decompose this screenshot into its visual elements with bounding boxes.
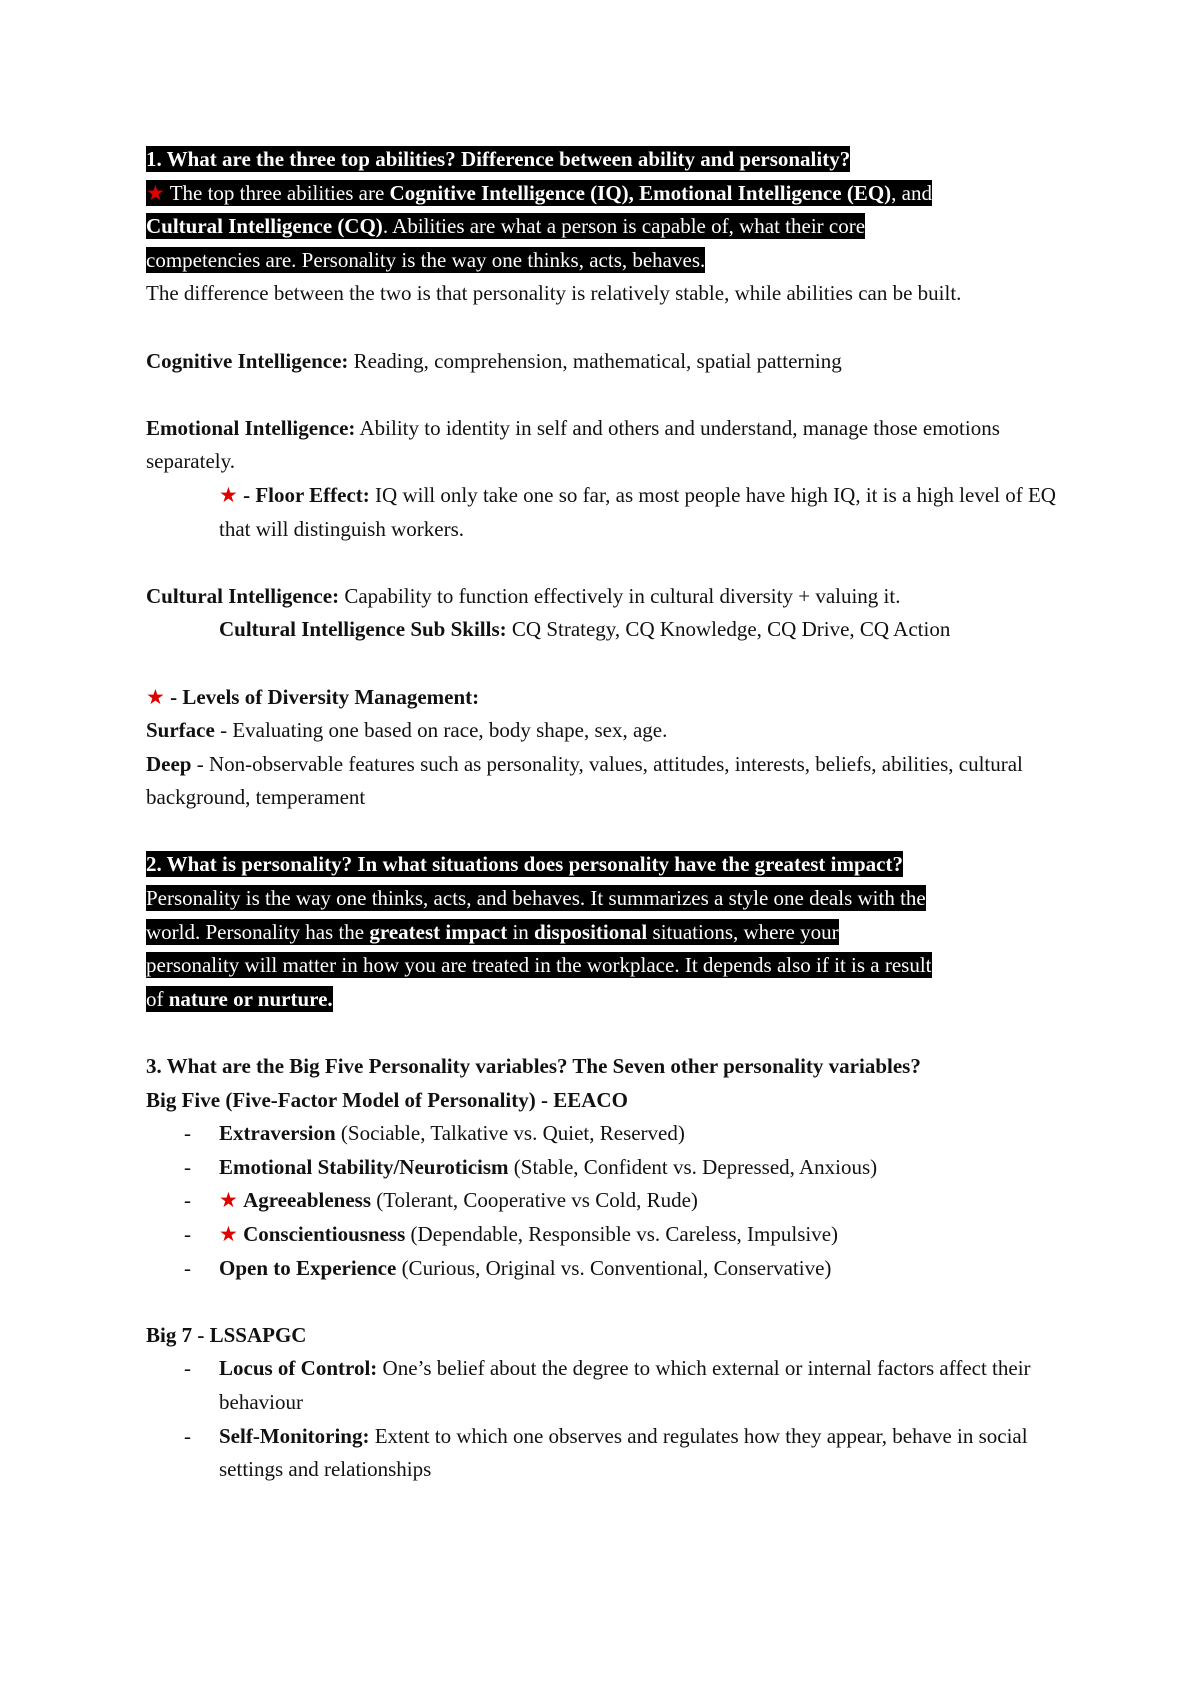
cognitive-intelligence-definition: Cognitive Intelligence: Reading, comprehension, mathematical, spatial patterning bbox=[146, 348, 842, 373]
q2-answer-line2: world. Personality has the greatest impact in dispositional situations, where your bbox=[146, 919, 839, 944]
list-item: - ★ Agreeableness (Tolerant, Cooperative vs Cold, Rude) bbox=[184, 1188, 698, 1213]
floor-effect-note: ★ - Floor Effect: IQ will only take one so far, as most people have high IQ, it is a high level of EQ that will distinguish workers. bbox=[219, 482, 1056, 541]
q2-heading: 2. What is personality? In what situations does personality have the greatest impact? bbox=[146, 852, 903, 877]
q1-answer-line1: ★ The top three abilities are Cognitive Intelligence (IQ), Emotional Intelligence (EQ), and bbox=[146, 180, 932, 205]
list-item: - Extraversion (Sociable, Talkative vs. Quiet, Reserved) bbox=[184, 1121, 685, 1146]
cultural-intelligence-sub-skills: Cultural Intelligence Sub Skills: CQ Strategy, CQ Knowledge, CQ Drive, CQ Action bbox=[219, 617, 951, 642]
star-icon: ★ bbox=[146, 684, 165, 709]
list-item: - ★ Conscientiousness (Dependable, Responsible vs. Careless, Impulsive) bbox=[184, 1222, 839, 1246]
q2-answer-line3: personality will matter in how you are treated in the workplace. It depends also if it is a result bbox=[146, 953, 932, 978]
q1-answer-line3: competencies are. Personality is the way one thinks, acts, behaves. bbox=[146, 247, 706, 272]
star-icon: ★ bbox=[219, 482, 238, 507]
list-item: - Self-Monitoring: Extent to which one observes and regulates how they appear, behave in social settings and relationships bbox=[184, 1423, 1028, 1482]
cultural-intelligence-definition: Cultural Intelligence: Capability to function effectively in cultural diversity + valuing it. bbox=[146, 583, 901, 608]
deep-level: Deep - Non-observable features such as personality, values, attitudes, interests, beliefs, abilities, cultural background, temperament bbox=[146, 751, 1023, 810]
star-icon: ★ bbox=[219, 1188, 238, 1213]
list-item: - Open to Experience (Curious, Original vs. Conventional, Conservative) bbox=[184, 1255, 832, 1280]
q3-heading: 3. What are the Big Five Personality variables? The Seven other personality variables? bbox=[146, 1054, 921, 1079]
big-five-title: Big Five (Five-Factor Model of Personality) - EEACO bbox=[146, 1087, 628, 1112]
emotional-intelligence-definition: Emotional Intelligence: Ability to identity in self and others and understand, manage those emotions separately. bbox=[146, 415, 1000, 474]
levels-of-diversity-heading: ★ - Levels of Diversity Management: bbox=[146, 684, 480, 709]
q1-answer-line2: Cultural Intelligence (CQ). Abilities are what a person is capable of, what their core bbox=[146, 214, 866, 239]
star-icon: ★ bbox=[146, 180, 165, 205]
q2-answer-line1: Personality is the way one thinks, acts, and behaves. It summarizes a style one deals with the bbox=[146, 886, 926, 911]
q2-answer-line4: of nature or nurture. bbox=[146, 986, 333, 1011]
q1-heading: 1. What are the three top abilities? Difference between ability and personality? bbox=[146, 147, 851, 171]
surface-level: Surface - Evaluating one based on race, body shape, sex, age. bbox=[146, 718, 668, 743]
document-content bbox=[146, 143, 1076, 1487]
list-item: - Locus of Control: One’s belief about the degree to which external or internal factors affect their behaviour bbox=[184, 1356, 1031, 1414]
big-seven-title: Big 7 - LSSAPGC bbox=[146, 1322, 307, 1347]
q1-difference: The difference between the two is that personality is relatively stable, while abilities can be built. bbox=[146, 281, 962, 306]
star-icon: ★ bbox=[219, 1222, 238, 1246]
list-item: - Emotional Stability/Neuroticism (Stable, Confident vs. Depressed, Anxious) bbox=[184, 1154, 878, 1179]
